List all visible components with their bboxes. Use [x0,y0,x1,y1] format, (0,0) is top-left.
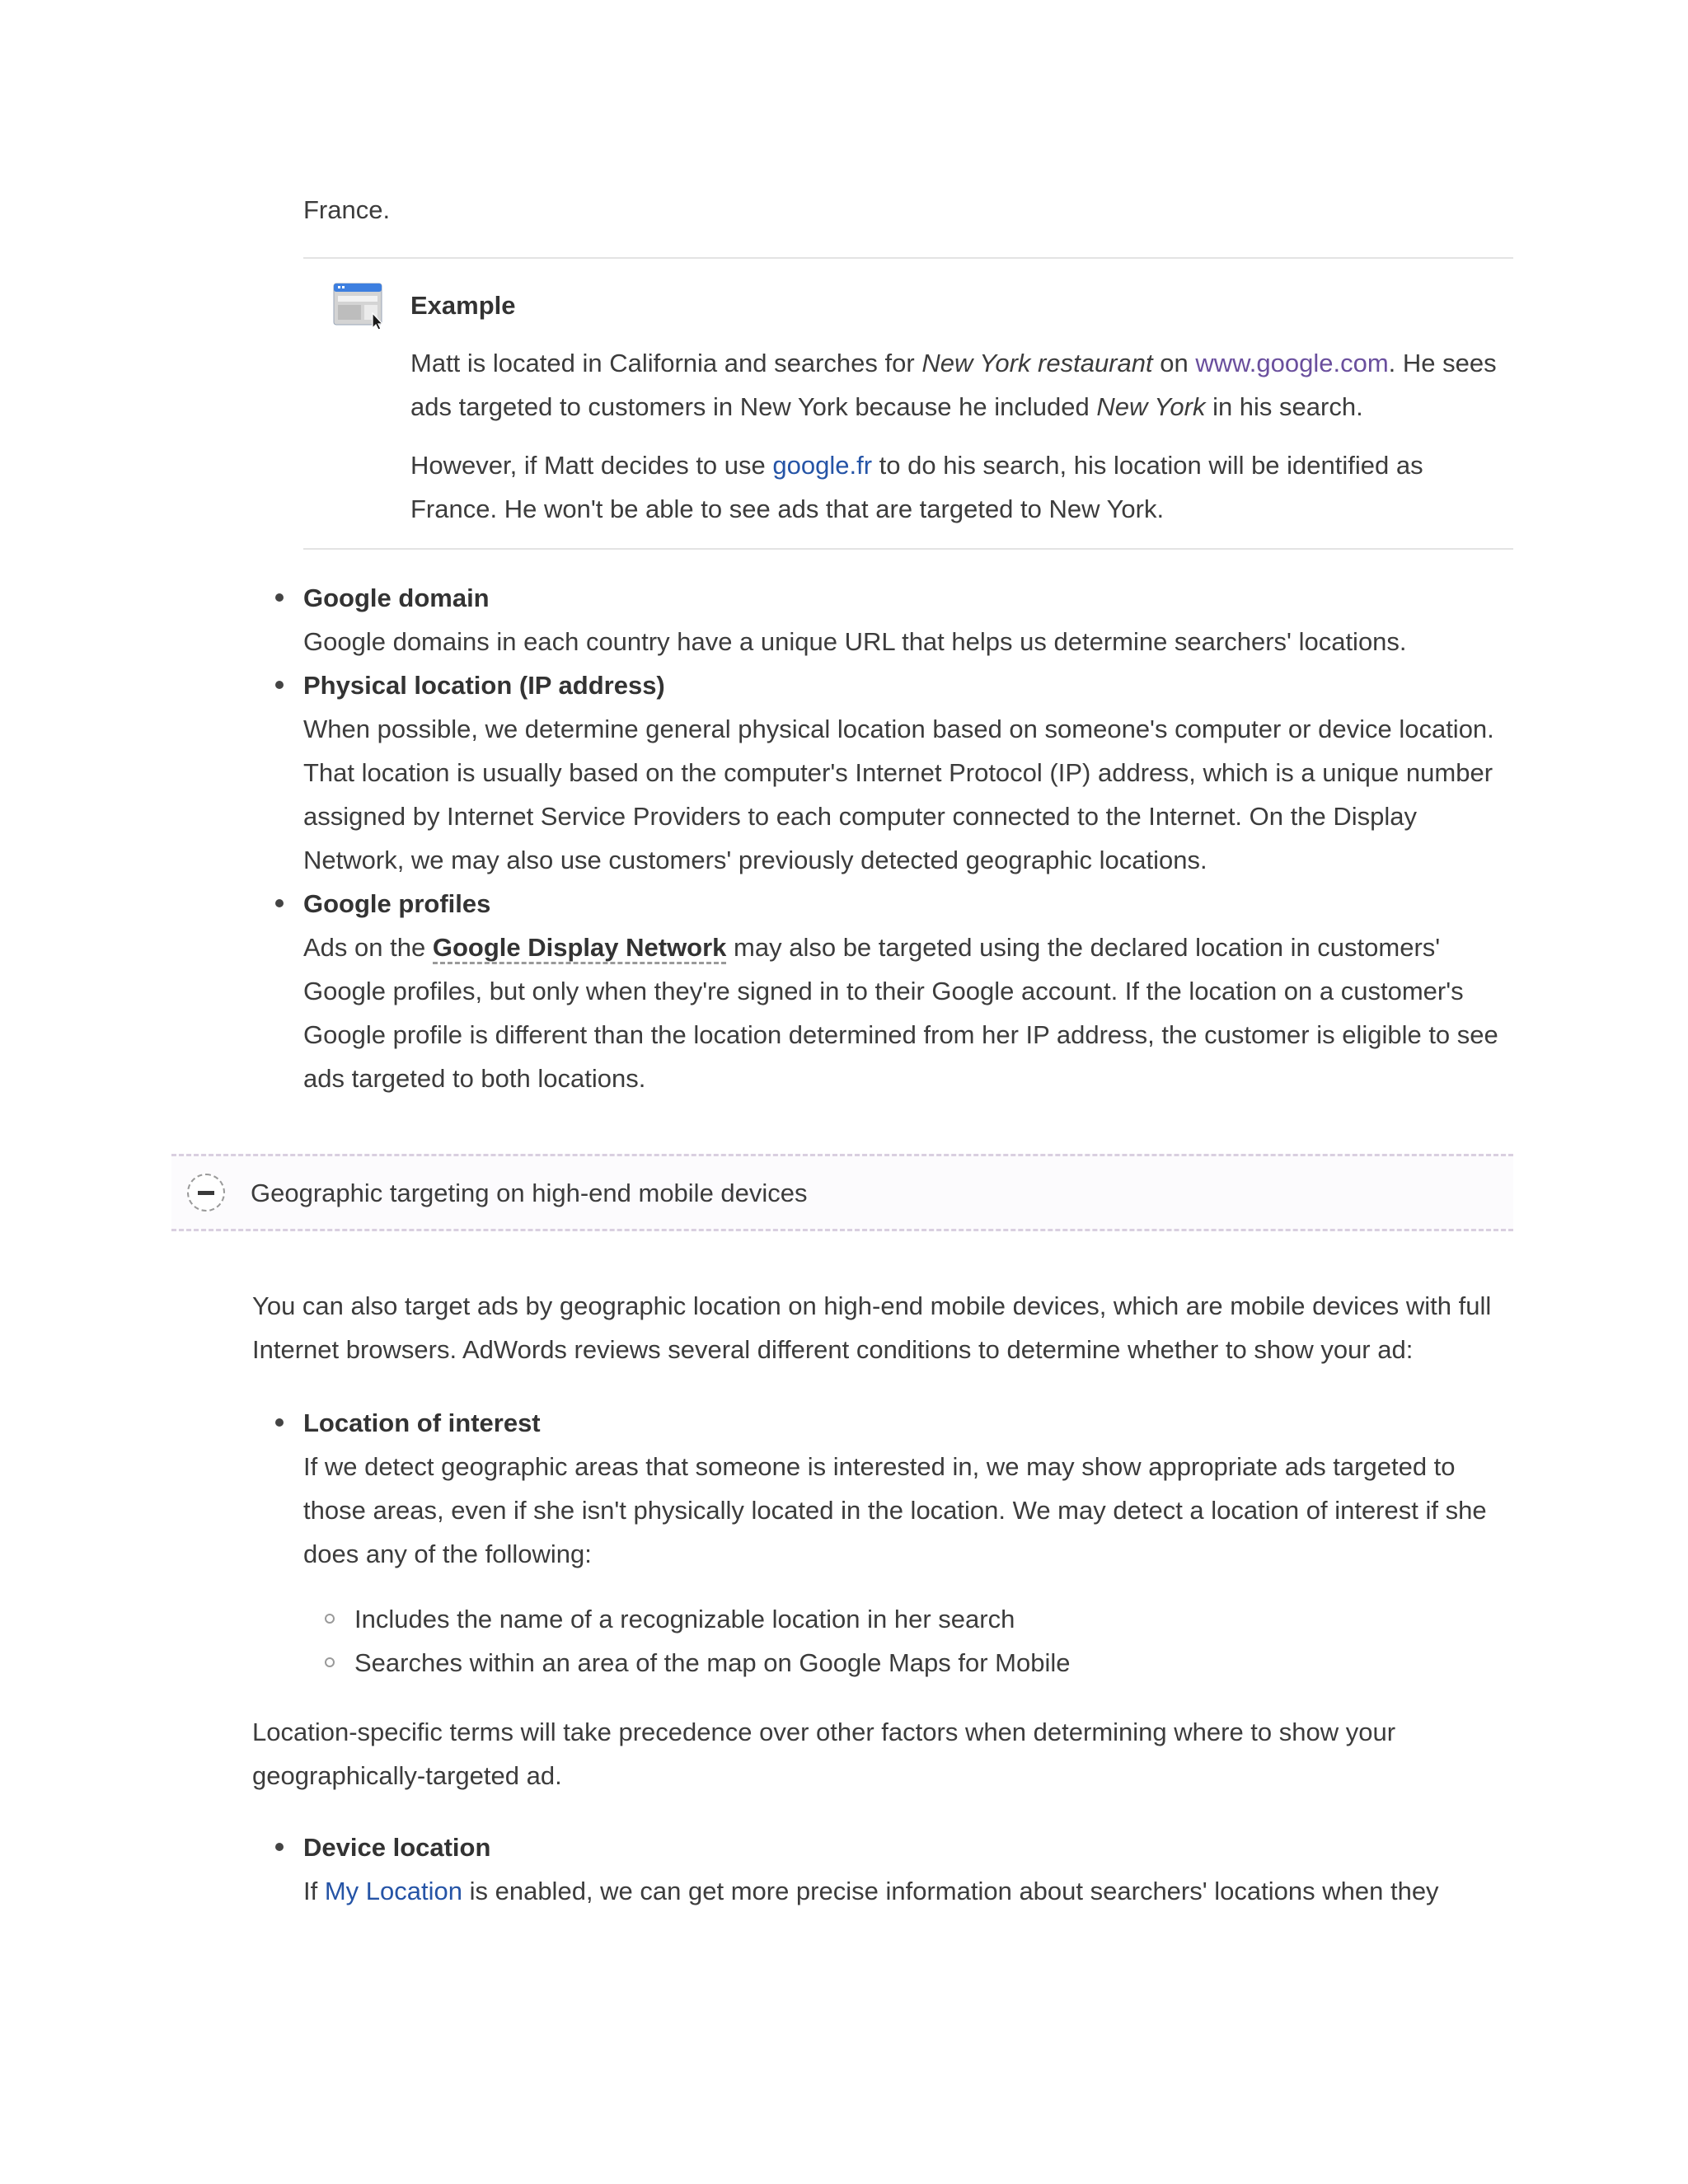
text: Matt is located in California and searches for [410,349,922,377]
list-item-title: Device location [303,1833,491,1862]
sub-list-text: Includes the name of a recognizable location in her search [354,1605,1015,1633]
browser-window-cursor-icon [333,282,386,330]
google-display-network-link[interactable]: Google Display Network [433,933,727,964]
location-methods-list [303,576,1507,1100]
google-fr-link[interactable]: google.fr [772,451,873,480]
example-bottom-divider [303,548,1513,550]
section-header-mobile-targeting[interactable] [171,1154,1513,1231]
sub-list-item [354,1641,1492,1685]
text: If [303,1877,325,1905]
collapse-minus-icon[interactable] [187,1174,225,1212]
emphasis: New York [1096,392,1206,421]
text: . He sees ads targeted to customers in New York because he included [410,349,1497,421]
list-item-title: Google profiles [303,889,491,918]
example-heading: Example [410,291,516,320]
list-item [303,576,1507,663]
list-item [303,1401,1507,1576]
list-item-body: If we detect geographic areas that someone is interested in, we may show appropriate ads targeted to those areas, even if she isn't physically located in the location. We may detect a location of interest if she does any of the following: [303,1452,1487,1568]
list-item [303,1825,1507,1913]
list-item-title: Google domain [303,583,490,612]
text: in his search. [1205,392,1363,421]
list-item [303,882,1507,1100]
list-item-body: When possible, we determine general physical location based on someone's computer or device location. That location is usually based on the computer's Internet Protocol (IP) address, which is a unique number assigned by Internet Service Providers to each computer connected to the Internet. On the Display Network, we may also use customers' previously detected geographic locations. [303,715,1494,874]
emphasis: New York restaurant [921,349,1153,377]
precedence-paragraph: Location-specific terms will take precedence over other factors when determining where to show your geographically-targeted ad. [252,1718,1396,1790]
continued-text: France. [303,195,391,224]
list-item-body [303,1869,1507,1913]
example-top-divider [303,257,1513,259]
sub-list-text: Searches within an area of the map on Google Maps for Mobile [354,1648,1071,1677]
example-paragraph-1 [410,341,1498,429]
section-title[interactable]: Geographic targeting on high-end mobile devices [251,1179,808,1207]
location-of-interest-list [303,1401,1507,1576]
bullet-icon [275,1843,284,1851]
bullet-icon [275,1418,284,1427]
circle-bullet-icon [325,1657,335,1667]
section-intro: You can also target ads by geographic location on high-end mobile devices, which are mobile devices with full Internet browsers. AdWords reviews several different conditions to determine whether to show your ad: [252,1291,1492,1364]
text: Ads on the [303,933,433,962]
text: However, if Matt decides to use [410,451,773,480]
bullet-icon [275,899,284,907]
list-item-body: Google domains in each country have a unique URL that helps us determine searchers' locations. [303,627,1407,656]
text: is enabled, we can get more precise information about searchers' locations when they [462,1877,1439,1905]
list-item-title: Location of interest [303,1408,541,1437]
list-item [303,663,1507,882]
sub-list-item [354,1597,1492,1641]
interest-sub-list [354,1597,1492,1685]
google-com-link[interactable]: www.google.com [1195,349,1389,377]
text: to do his search, his location will be identified as France. He won't be able to see ads that are targeted to New York. [410,451,1423,523]
list-item-title: Physical location (IP address) [303,671,665,700]
bullet-icon [275,681,284,689]
bullet-icon [275,593,284,602]
list-item-body [303,926,1507,1100]
my-location-link[interactable]: My Location [324,1877,462,1905]
device-location-list [303,1825,1507,1913]
example-paragraph-2 [410,443,1498,531]
text: may also be targeted using the declared location in customers' Google profiles, but only when they're signed in to their Google account. If the location on a customer's Google profile is different than the location determined from her IP address, the customer is eligible to see ads targeted to both locations. [303,933,1498,1093]
circle-bullet-icon [325,1614,335,1624]
text: on [1152,349,1196,377]
